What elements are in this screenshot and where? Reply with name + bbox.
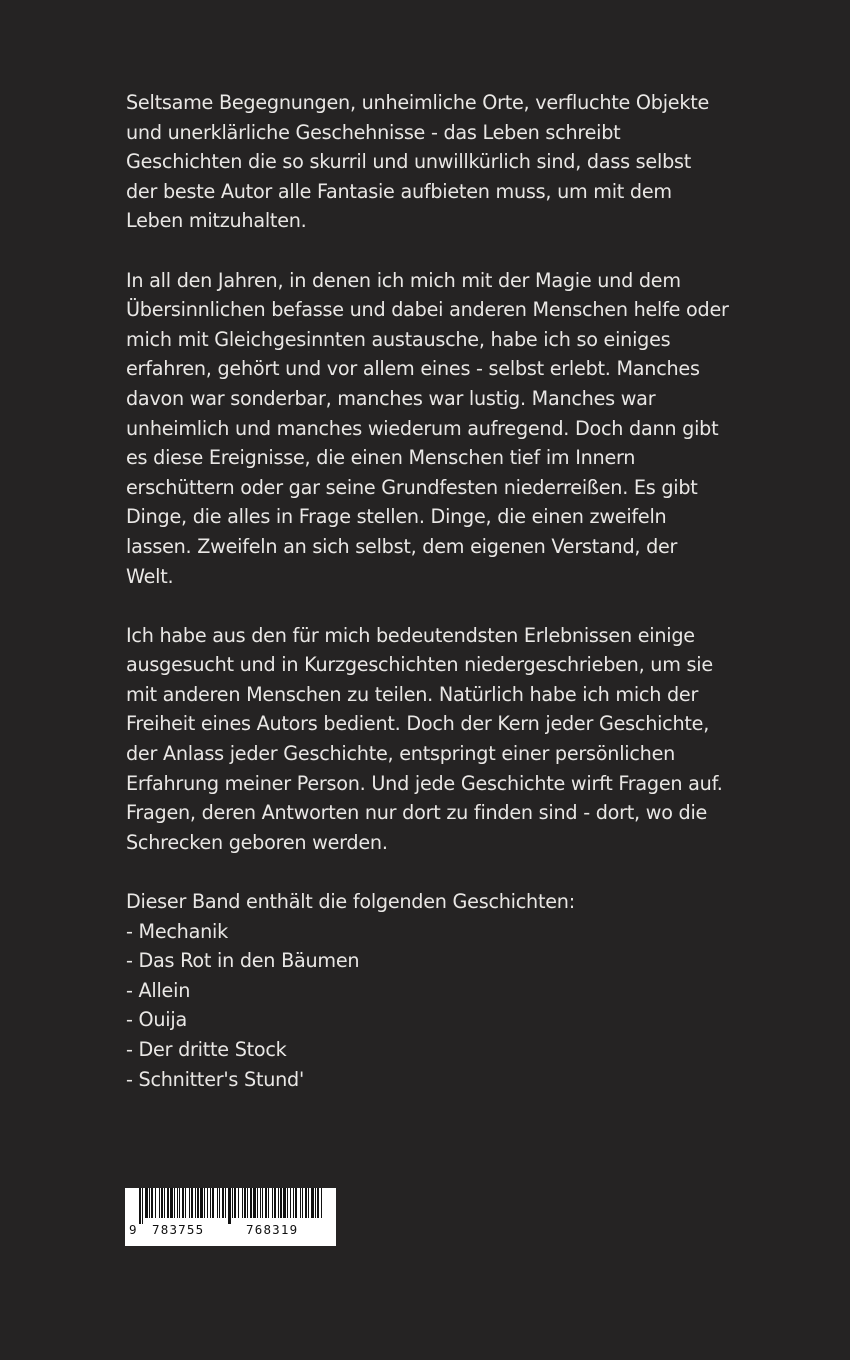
text-line: mich mit Gleichgesinnten austausche, habe ich so einiges — [126, 327, 671, 351]
barcode-bar — [228, 1188, 231, 1224]
barcode-bar — [257, 1188, 258, 1218]
barcode-bar — [177, 1188, 178, 1218]
barcode-first-digit: 9 — [129, 1222, 137, 1237]
barcode-bar — [295, 1188, 297, 1218]
barcode-bar — [315, 1188, 316, 1218]
barcode-bar — [149, 1188, 150, 1218]
barcode-bar — [311, 1188, 314, 1218]
text-line: Erfahrung meiner Person. Und jede Geschichte wirft Fragen auf. — [126, 771, 723, 795]
barcode-bar — [238, 1188, 239, 1218]
barcode-bar — [317, 1188, 319, 1218]
barcode-bar — [197, 1188, 199, 1218]
story-item: - Das Rot in den Bäumen — [126, 949, 360, 973]
story-item: - Schnitter's Stund' — [126, 1067, 304, 1091]
barcode-digits — [125, 1222, 336, 1242]
barcode-bar — [242, 1188, 243, 1218]
barcode-bar — [321, 1188, 322, 1218]
barcode-bar — [139, 1188, 141, 1224]
barcode-bar — [260, 1188, 261, 1218]
barcode-bar — [204, 1188, 205, 1218]
text-line: der Anlass jeder Geschichte, entspringt einer persönlichen — [126, 742, 676, 766]
barcode-bar — [159, 1188, 160, 1218]
barcode-bar — [232, 1188, 233, 1218]
text-line: Freiheit eines Autors bedient. Doch der Kern jeder Geschichte, — [126, 712, 710, 736]
barcode-right-group: 768319 — [246, 1222, 299, 1237]
story-item: - Der dritte Stock — [126, 1038, 287, 1061]
barcode-bar — [268, 1188, 269, 1218]
text-line: und unerklärliche Geschehnisse - das Leben schreibt — [126, 120, 621, 144]
text-line: erfahren, gehört und vor allem eines - selbst erlebt. Manches — [126, 357, 700, 381]
barcode-bar — [253, 1188, 256, 1218]
text-line: ausgesucht und in Kurzgeschichten niedergeschrieben, um sie — [126, 653, 713, 677]
text-line: davon war sonderbar, manches war lustig. Manches war — [126, 386, 656, 410]
text-line: Übersinnlichen befasse und dabei anderen Menschen helfe oder — [126, 298, 729, 322]
barcode-bar — [191, 1188, 193, 1218]
barcode-left-group: 783755 — [152, 1222, 205, 1237]
barcode-bar — [155, 1188, 156, 1218]
barcode-bar — [182, 1188, 184, 1218]
story-item: - Ouija — [126, 1008, 187, 1032]
barcode-bar — [293, 1188, 294, 1218]
text-line: erschüttern oder gar seine Grundfesten niederreißen. Es gibt — [126, 475, 698, 499]
stories-section — [126, 887, 746, 1094]
barcode-bar — [274, 1188, 276, 1218]
text-line: mit anderen Menschen zu teilen. Natürlich habe ich mich der — [126, 682, 699, 706]
barcode-bars — [125, 1188, 336, 1224]
barcode-bar — [200, 1188, 203, 1218]
text-line: Schrecken geboren werden. — [126, 830, 388, 854]
isbn-barcode — [125, 1188, 336, 1246]
barcode-bar — [161, 1188, 163, 1218]
barcode-bar — [222, 1188, 224, 1218]
text-line: lassen. Zweifeln an sich selbst, dem eigenen Verstand, der — [126, 534, 678, 558]
barcode-bar — [217, 1188, 218, 1218]
barcode-bar — [164, 1188, 165, 1218]
barcode-bar — [170, 1188, 173, 1218]
barcode-bar — [280, 1188, 282, 1218]
text-line: Geschichten die so skurril und unwillkürlich sind, dass selbst — [126, 150, 692, 174]
barcode-bar — [262, 1188, 263, 1218]
barcode-bar — [290, 1188, 291, 1218]
text-line: es diese Ereignisse, die einen Menschen tief im Innern — [126, 446, 636, 470]
back-cover-blurb — [126, 88, 746, 1124]
text-line: Fragen, deren Antworten nur dort zu finden sind - dort, wo die — [126, 801, 708, 825]
barcode-bar — [189, 1188, 190, 1218]
barcode-bar — [174, 1188, 175, 1218]
paragraph-1 — [126, 88, 746, 236]
barcode-bar — [207, 1188, 208, 1218]
barcode-bar — [244, 1188, 246, 1218]
text-line: In all den Jahren, in denen ich mich mit der Magie und dem — [126, 268, 681, 292]
barcode-bar — [250, 1188, 252, 1218]
paragraph-2 — [126, 266, 746, 592]
barcode-bar — [151, 1188, 153, 1218]
story-item: - Allein — [126, 978, 191, 1002]
text-line: Welt. — [126, 564, 174, 588]
barcode-bar — [287, 1188, 288, 1218]
barcode-bar — [225, 1188, 226, 1218]
text-line: Seltsame Begegnungen, unheimliche Orte, verfluchte Objekte — [126, 91, 710, 114]
text-line: Dinge, die alles in Frage stellen. Dinge, die einen zweifeln — [126, 505, 667, 529]
text-line: Ich habe aus den für mich bedeutendsten Erlebnissen einige — [126, 623, 695, 647]
stories-list — [126, 917, 746, 1095]
barcode-bar — [302, 1188, 303, 1218]
barcode-bar — [185, 1188, 186, 1218]
barcode-bar — [167, 1188, 169, 1218]
text-line: unheimlich und manches wiederum aufregend. Doch dann gibt — [126, 416, 719, 440]
barcode-bar — [247, 1188, 248, 1218]
barcode-bar — [212, 1188, 214, 1218]
barcode-bar — [278, 1188, 279, 1218]
barcode-bar — [219, 1188, 220, 1218]
text-line: Leben mitzuhalten. — [126, 209, 307, 233]
paragraph-3 — [126, 621, 746, 858]
barcode-bar — [308, 1188, 309, 1218]
story-item: - Mechanik — [126, 919, 228, 943]
barcode-bar — [210, 1188, 211, 1218]
barcode-bar — [142, 1188, 143, 1224]
barcode-bar — [179, 1188, 180, 1218]
barcode-bar — [305, 1188, 307, 1218]
barcode-bar — [234, 1188, 236, 1218]
barcode-bar — [265, 1188, 267, 1218]
barcode-bar — [272, 1188, 273, 1218]
stories-intro: Dieser Band enthält die folgenden Geschichten: — [126, 890, 575, 914]
barcode-bar — [300, 1188, 301, 1218]
text-line: der beste Autor alle Fantasie aufbieten muss, um mit dem — [126, 179, 672, 203]
barcode-bar — [283, 1188, 286, 1218]
barcode-bar — [145, 1188, 148, 1218]
barcode-bar — [195, 1188, 196, 1218]
